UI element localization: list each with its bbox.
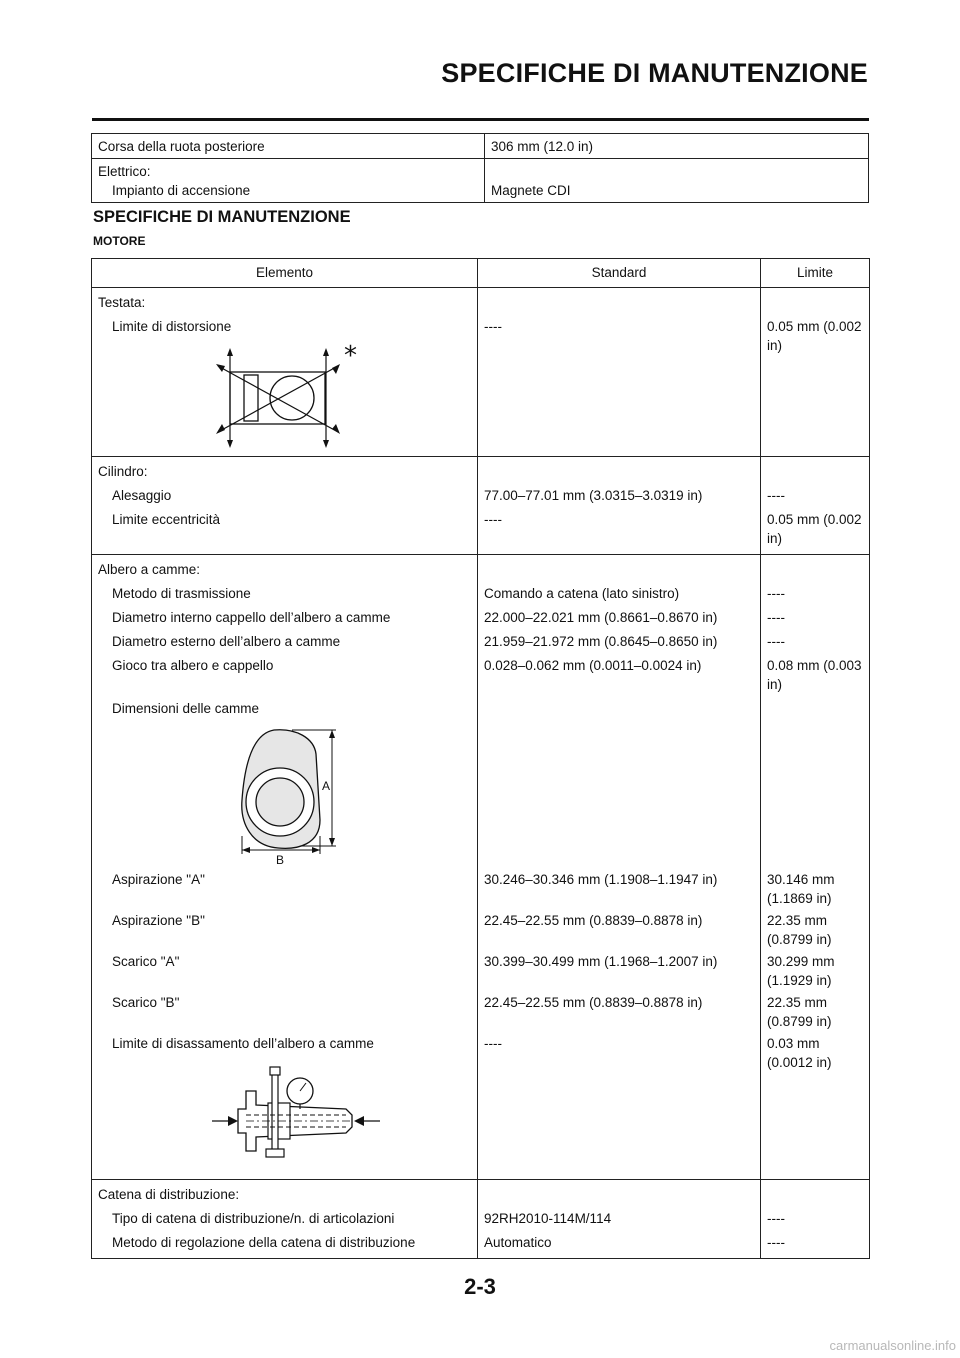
table-row [92,159,869,203]
item-label: Dimensioni delle camme [112,701,260,716]
cam-dimensions-diagram [236,724,356,867]
item-label: Scarico "A" [112,954,180,969]
standard-value: Automatico [484,1235,552,1250]
limit-value: 0.05 mm (0.002 in) [767,319,862,353]
standard-value: ---- [484,1036,502,1051]
limit-cell [761,1180,870,1259]
item-cell [92,1180,478,1259]
standard-value: 30.246–30.346 mm (1.1908–1.1947 in) [484,872,718,887]
item-label: Tipo di catena di distribuzione/n. di articolazioni [112,1211,395,1226]
item-label: Limite eccentricità [112,512,221,527]
table-row [92,457,870,555]
value-cell: 306 mm (12.0 in) [491,139,594,154]
limit-cell [761,555,870,1180]
limit-value: ---- [767,1235,785,1250]
item-label: Diametro interno cappello dell’albero a camme [112,610,391,625]
cylinder-head-distortion-diagram [216,341,376,456]
limit-value: (0.8799 in) [767,1014,832,1029]
standard-value: Comando a catena (lato sinistro) [484,586,680,601]
standard-cell [478,457,761,555]
dimension-a-label: A [322,779,331,793]
item-label: Scarico "B" [112,995,180,1010]
group-label: Elettrico: [98,164,151,179]
item-label: Impianto di accensione [112,183,251,198]
table-row [92,1180,870,1259]
header-limit: Limite [761,259,870,288]
engine-spec-table [91,258,870,1259]
item-cell [92,159,485,203]
table-row [92,555,870,1180]
limit-value: 0.05 mm (0.002 in) [767,512,862,546]
standard-value: 22.45–22.55 mm (0.8839–0.8878 in) [484,913,703,928]
table-header-row [92,259,870,288]
table-row [92,288,870,457]
limit-value: (0.8799 in) [767,932,832,947]
item-label: Diametro esterno dell’albero a camme [112,634,341,649]
group-label: Albero a camme: [98,562,201,577]
standard-value: 22.45–22.55 mm (0.8839–0.8878 in) [484,995,703,1010]
header-divider [92,118,869,121]
standard-value: 92RH2010-114M/114 [484,1211,612,1226]
group-label: Cilindro: [98,464,148,479]
page-number: 2-3 [464,1274,496,1299]
limit-cell [761,288,870,457]
page-title: SPECIFICHE DI MANUTENZIONE [441,58,868,88]
value-label: Magnete CDI [491,183,571,198]
group-label: Testata: [98,295,146,310]
limit-value: 30.146 mm [767,872,835,887]
limit-value: ---- [767,610,785,625]
limit-value: 30.299 mm [767,954,835,969]
limit-value: ---- [767,634,785,649]
item-label: Aspirazione "A" [112,872,205,887]
item-label: Gioco tra albero e cappello [112,658,274,673]
limit-value: (1.1869 in) [767,891,832,906]
dimension-b-label: B [276,853,285,867]
item-label: Metodo di trasmissione [112,586,251,601]
limit-value: ---- [767,586,785,601]
watermark: carmanualsonline.info [829,1338,956,1353]
limit-value: 0.03 mm [767,1036,820,1051]
standard-cell [478,1180,761,1259]
value-cell [485,159,869,203]
item-cell [92,555,478,1180]
standard-cell [478,288,761,457]
header-standard: Standard [478,259,761,288]
limit-value: ---- [767,1211,785,1226]
top-spec-table [91,133,869,203]
table-row [92,134,869,159]
item-label: Limite di disassamento dell’albero a camme [112,1036,374,1051]
limit-value: 22.35 mm [767,913,828,928]
standard-value: 30.399–30.499 mm (1.1968–1.2007 in) [484,954,718,969]
standard-value: 0.028–0.062 mm (0.0011–0.0024 in) [484,658,702,673]
header-item: Elemento [92,259,478,288]
limit-value: ---- [767,488,785,503]
item-cell [92,457,478,555]
standard-value: ---- [484,319,502,334]
section-subtitle: MOTORE [93,234,146,248]
limit-value: 22.35 mm [767,995,828,1010]
standard-value: 21.959–21.972 mm (0.8645–0.8650 in) [484,634,718,649]
standard-value: 22.000–22.021 mm (0.8661–0.8670 in) [484,610,718,625]
item-cell: Corsa della ruota posteriore [92,134,485,159]
limit-value: 0.08 mm (0.003 in) [767,658,862,692]
item-label: Aspirazione "B" [112,913,205,928]
item-cell [92,288,478,457]
item-label: Alesaggio [112,488,172,503]
group-label: Catena di distribuzione: [98,1187,240,1202]
asterisk-mark: * [344,341,357,371]
section-title: SPECIFICHE DI MANUTENZIONE [93,208,351,226]
standard-value: ---- [484,512,502,527]
limit-cell [761,457,870,555]
limit-value: (0.0012 in) [767,1055,832,1070]
item-label: Metodo di regolazione della catena di distribuzione [112,1235,416,1250]
standard-value: 77.00–77.01 mm (3.0315–3.0319 in) [484,488,703,503]
limit-value: (1.1929 in) [767,973,832,988]
camshaft-runout-dial-gauge-diagram [206,1065,386,1165]
item-label: Limite di distorsione [112,319,232,334]
standard-cell [478,555,761,1180]
